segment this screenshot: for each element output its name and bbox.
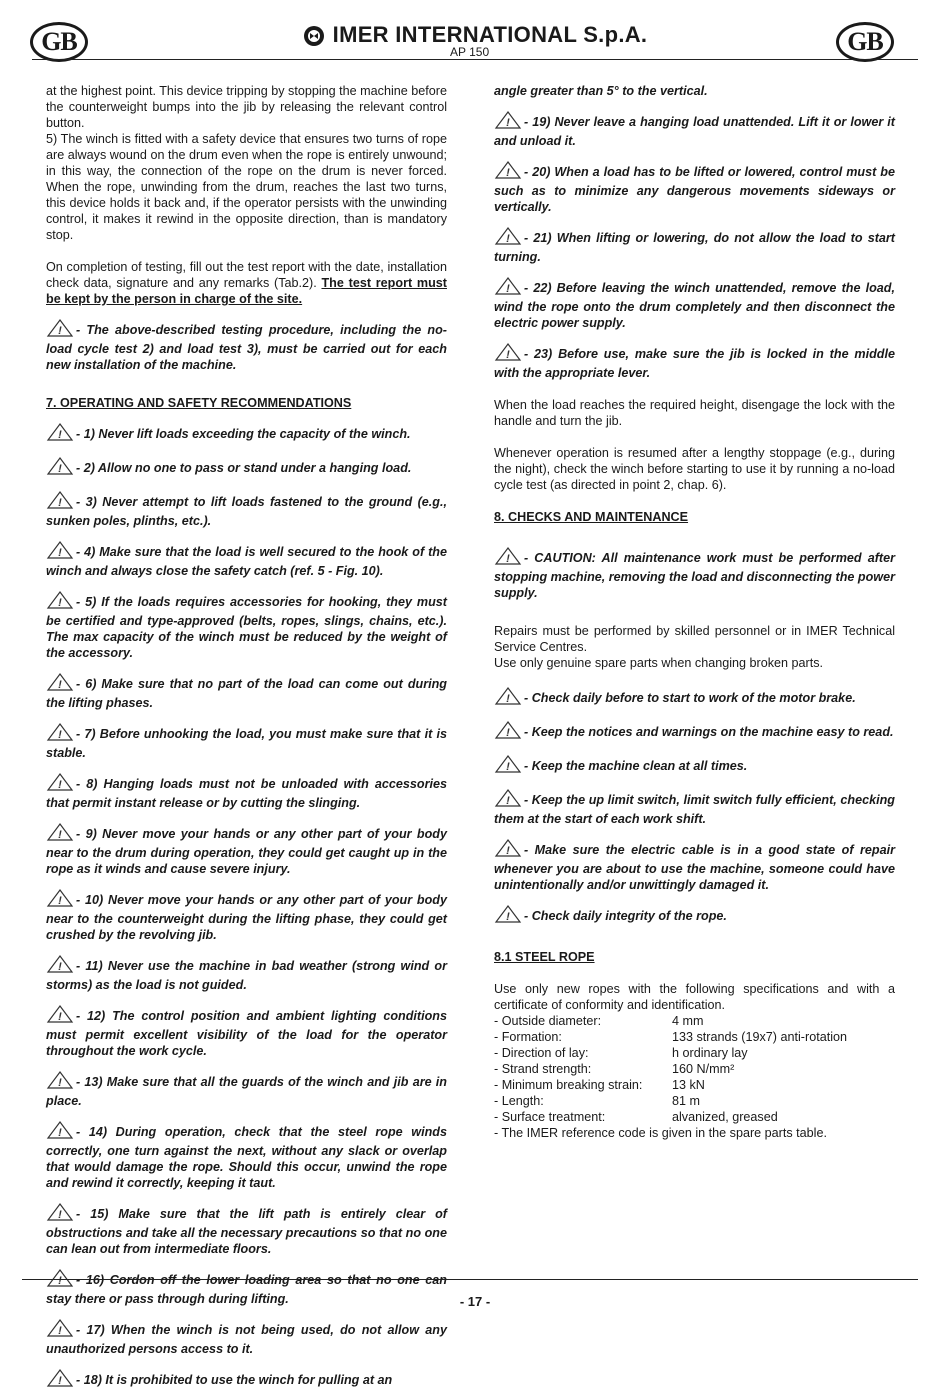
rope-spec-value: alvanized, greased — [672, 1110, 778, 1124]
intro-paragraph-3-text: On completion of testing, fill out the test report with the date, installation check data, signature and any remarks (Tab.2). — [46, 260, 447, 290]
safety-warning-text: - 1) Never lift loads exceeding the capacity of the winch. — [76, 427, 411, 441]
maintenance-item — [494, 755, 895, 777]
svg-text:!: ! — [506, 727, 510, 739]
maintenance-item — [494, 839, 895, 893]
safety-warning-text: - 9) Never move your hands or any other part of your body near to the drum during operation, they could get caught up in the rope as it winds and cause severe injury. — [46, 827, 447, 876]
rope-spec-label: - Length: — [494, 1094, 544, 1108]
svg-text:!: ! — [506, 167, 510, 179]
safety-warning — [494, 343, 895, 381]
rope-intro: Use only new ropes with the following specifications and with a certificate of conformity and identification. — [494, 982, 895, 1012]
svg-text:!: ! — [58, 429, 62, 441]
safety-warning — [46, 823, 447, 877]
rope-spec-row — [494, 1013, 895, 1029]
maintenance-item-text: - Keep the notices and warnings on the machine easy to read. — [524, 725, 894, 739]
safety-warning — [46, 591, 447, 661]
rope-spec-label: - Direction of lay: — [494, 1046, 589, 1060]
safety-warning — [494, 277, 895, 331]
svg-text:!: ! — [58, 1325, 62, 1337]
company-name: IMER INTERNATIONAL S.p.A. — [332, 22, 648, 47]
caution-warning — [494, 547, 895, 601]
safety-warning — [46, 773, 447, 811]
test-report-notice: The test report must be kept by the person in charge of the site. — [46, 276, 447, 306]
section-7-title: 7. OPERATING AND SAFETY RECOMMENDATIONS — [46, 396, 352, 410]
warning-triangle-icon — [46, 889, 74, 911]
safety-warning-text: - 13) Make sure that all the guards of the winch and jib are in place. — [46, 1075, 447, 1108]
warning-triangle-icon — [46, 1121, 74, 1143]
warning-triangle-icon — [494, 721, 522, 743]
rope-spec-label: - Formation: — [494, 1030, 562, 1044]
svg-text:!: ! — [58, 1011, 62, 1023]
rope-spec-label: - Minimum breaking strain: — [494, 1078, 643, 1092]
warning-triangle-icon — [494, 687, 522, 709]
footer-divider — [22, 1279, 918, 1280]
caution-text: - CAUTION: All maintenance work must be performed after stopping machine, removing the load and disconnecting the power supply. — [494, 551, 895, 600]
rope-spec-row — [494, 1077, 895, 1093]
safety-warning-text: - 20) When a load has to be lifted or lowered, control must be such as to minimize any dangerous movements sideways or vertically. — [494, 165, 895, 214]
svg-text:!: ! — [58, 829, 62, 841]
warning-triangle-icon — [46, 1203, 74, 1225]
safety-warning-text: - 21) When lifting or lowering, do not allow the load to start turning. — [494, 231, 895, 264]
safety-warning-text: - 11) Never use the machine in bad weather (strong wind or storms) as the load is not guided. — [46, 959, 447, 992]
rope-spec-value: 4 mm — [672, 1014, 704, 1028]
safety-warning-text: - 12) The control position and ambient lighting conditions must permit excellent visibility of the load for the operator throughout the work cycle. — [46, 1009, 447, 1058]
warning-triangle-icon — [494, 161, 522, 183]
rope-note: - The IMER reference code is given in the spare parts table. — [494, 1126, 827, 1140]
safety-warning — [46, 889, 447, 943]
svg-text:!: ! — [58, 1077, 62, 1089]
repairs-paragraph: Repairs must be performed by skilled personnel or in IMER Technical Service Centres. — [494, 624, 895, 654]
warning-triangle-icon — [46, 773, 74, 795]
safety-warning-text: - 4) Make sure that the load is well secured to the hook of the winch and always close the safety catch (ref. 5 - Fig. 10). — [46, 545, 447, 578]
warning-triangle-icon — [46, 723, 74, 745]
rope-spec-value: h ordinary lay — [672, 1046, 748, 1060]
gb-badge-left: GB — [30, 22, 88, 62]
rope-spec-row — [494, 1045, 895, 1061]
svg-text:!: ! — [58, 325, 62, 337]
warning-triangle-icon — [494, 227, 522, 249]
warning-triangle-icon — [494, 839, 522, 861]
section-8-title: 8. CHECKS AND MAINTENANCE — [494, 510, 689, 524]
maintenance-item-text: - Check daily integrity of the rope. — [524, 909, 727, 923]
svg-text:!: ! — [506, 553, 510, 565]
spare-parts-paragraph: Use only genuine spare parts when changing broken parts. — [494, 656, 824, 670]
warning-triangle-icon — [46, 673, 74, 695]
svg-text:!: ! — [58, 779, 62, 791]
warning-triangle-icon — [46, 1005, 74, 1027]
warning-triangle-icon — [46, 823, 74, 845]
rope-specs — [494, 1013, 895, 1125]
svg-text:!: ! — [58, 729, 62, 741]
header-divider — [32, 59, 918, 60]
warning-triangle-icon — [46, 1269, 74, 1291]
maintenance-item — [494, 789, 895, 827]
svg-text:!: ! — [506, 795, 510, 807]
svg-text:!: ! — [506, 761, 510, 773]
page-number: - 17 - — [459, 1294, 491, 1309]
intro-paragraph-2: 5) The winch is fitted with a safety device that ensures two turns of rope are always wound on the drum even when the rope is entirely unwound; in this way, the connection of the rope on the drum is never forced. When the rope, unwinding from the drum, reaches the last two turns, this device holds it back and, if the operator persists with the unwinding control, it makes it rewind in the opposite direction, than is mandatory stop. — [46, 132, 447, 242]
safety-warning — [46, 955, 447, 993]
resume-paragraph: Whenever operation is resumed after a lengthy stoppage (e.g., during the night), check the winch before starting to use it by running a no-load cycle test (as directed in point 2, chap. 6). — [494, 446, 895, 492]
safety-warning-text: - 6) Make sure that no part of the load can come out during the lifting phases. — [46, 677, 447, 710]
warning-triangle-icon — [46, 491, 74, 513]
safety-warning — [46, 491, 447, 529]
warning-triangle-icon — [46, 423, 74, 445]
warning-triangle-icon — [46, 457, 74, 479]
warning-triangle-icon — [494, 547, 522, 569]
safety-warning-text: - 18) It is prohibited to use the winch for pulling at an — [76, 1373, 393, 1387]
safety-warning — [46, 1071, 447, 1109]
warning-triangle-icon — [494, 277, 522, 299]
maintenance-item-text: - Keep the up limit switch, limit switch fully efficient, checking them at the start of each work shift. — [494, 793, 895, 826]
safety-warning-text: - 2) Allow no one to pass or stand under a hanging load. — [76, 461, 412, 475]
warning-triangle-icon — [494, 111, 522, 133]
warning-triangle-icon — [46, 591, 74, 613]
maintenance-item — [494, 687, 895, 709]
svg-text:!: ! — [506, 911, 510, 923]
svg-text:!: ! — [58, 1127, 62, 1139]
safety-warning — [46, 673, 447, 711]
warning-triangle-icon — [46, 1071, 74, 1093]
safety-warning — [46, 1319, 447, 1357]
rope-spec-row — [494, 1109, 895, 1125]
rope-spec-row — [494, 1061, 895, 1077]
svg-text:!: ! — [58, 1275, 62, 1287]
maintenance-item-text: - Make sure the electric cable is in a good state of repair whenever you are about to use the machine, someone could have unintentionally and/or unwittingly damaged it. — [494, 843, 895, 892]
warning-triangle-icon — [46, 319, 74, 341]
rope-spec-label: - Outside diameter: — [494, 1014, 602, 1028]
rope-spec-row — [494, 1029, 895, 1045]
safety-warning-text: - 5) If the loads requires accessories for hooking, they must be certified and type-approved (belts, ropes, slings, chains, etc.). The max capacity of the winch must be reduced by the weight of the accessory. — [46, 595, 447, 660]
imer-logo-icon — [303, 25, 325, 47]
svg-text:!: ! — [58, 547, 62, 559]
warning-triangle-icon — [46, 955, 74, 977]
safety-warning-text: - 3) Never attempt to lift loads fastened to the ground (e.g., sunken poles, plinths, etc.). — [46, 495, 447, 528]
model-name: AP 150 — [450, 45, 490, 59]
safety-warning — [46, 1121, 447, 1191]
svg-text:!: ! — [58, 1209, 62, 1221]
rope-spec-value: 133 strands (19x7) anti-rotation — [672, 1030, 848, 1044]
testing-warning — [46, 319, 447, 373]
safety-warning — [46, 1203, 447, 1257]
svg-text:!: ! — [506, 845, 510, 857]
safety-warning-text: - 17) When the winch is not being used, do not allow any unauthorized persons access to it. — [46, 1323, 447, 1356]
right-column — [494, 83, 895, 1141]
safety-warning-text: - 14) During operation, check that the steel rope winds correctly, one turn against the next, without any slack or overlap that would damage the rope. Should this occur, unwind the rope and rewind it correctly, keeping it taut. — [46, 1125, 447, 1190]
section-8-1-title: 8.1 STEEL ROPE — [494, 950, 595, 964]
jib-paragraph: When the load reaches the required height, disengage the lock with the handle and turn the jib. — [494, 398, 895, 428]
rope-spec-label: - Strand strength: — [494, 1062, 592, 1076]
safety-warnings-list — [46, 423, 447, 1391]
svg-text:!: ! — [58, 463, 62, 475]
left-column — [46, 83, 447, 1391]
warning-triangle-icon — [494, 905, 522, 927]
svg-text:!: ! — [506, 283, 510, 295]
warning-triangle-icon — [46, 1369, 74, 1391]
safety-warning-text: - 19) Never leave a hanging load unattended. Lift it or lower it and unload it. — [494, 115, 895, 148]
warning-triangle-icon — [46, 541, 74, 563]
safety-warning — [494, 227, 895, 265]
rope-spec-row — [494, 1093, 895, 1109]
warning-18-continuation: angle greater than 5° to the vertical. — [494, 84, 708, 98]
safety-warning — [46, 1005, 447, 1059]
warning-triangle-icon — [494, 789, 522, 811]
maintenance-item — [494, 721, 895, 743]
rope-spec-value: 81 m — [672, 1094, 700, 1108]
safety-warning-text: - 7) Before unhooking the load, you must make sure that it is stable. — [46, 727, 447, 760]
svg-text:!: ! — [58, 961, 62, 973]
svg-text:!: ! — [58, 679, 62, 691]
testing-warning-text: - The above-described testing procedure, including the no-load cycle test 2) and load test 3), must be carried out for each new installation of the machine. — [46, 323, 447, 372]
safety-warning-text: - 16) Cordon off the lower loading area so that no one can stay there or pass through during lifting. — [46, 1273, 447, 1306]
safety-warning — [46, 423, 447, 445]
maintenance-item — [494, 905, 895, 927]
maintenance-item-text: - Check daily before to start to work of the motor brake. — [524, 691, 856, 705]
rope-spec-value: 160 N/mm² — [672, 1062, 735, 1076]
warning-triangle-icon — [494, 755, 522, 777]
intro-paragraph-3 — [46, 259, 447, 307]
safety-warning-text: - 10) Never move your hands or any other part of your body near to the counterweight during the lifting phase, they could get crushed by the revolving jib. — [46, 893, 447, 942]
gb-badge-right: GB — [836, 22, 894, 62]
safety-warning-text: - 23) Before use, make sure the jib is locked in the middle with the appropriate lever. — [494, 347, 895, 380]
safety-warning-text: - 15) Make sure that the lift path is entirely clear of obstructions and take all the necessary precautions so that no one can lean out from intermediate floors. — [46, 1207, 447, 1256]
svg-text:!: ! — [506, 117, 510, 129]
maintenance-list — [494, 687, 895, 927]
svg-text:!: ! — [58, 1375, 62, 1387]
safety-warning — [46, 1369, 447, 1391]
svg-text:!: ! — [58, 895, 62, 907]
svg-text:!: ! — [506, 693, 510, 705]
warning-triangle-icon — [46, 1319, 74, 1341]
svg-text:!: ! — [58, 597, 62, 609]
safety-warning — [494, 161, 895, 215]
svg-text:!: ! — [506, 349, 510, 361]
safety-warning — [46, 723, 447, 761]
safety-warnings-list-continued — [494, 111, 895, 381]
maintenance-item-text: - Keep the machine clean at all times. — [524, 759, 748, 773]
warning-triangle-icon — [494, 343, 522, 365]
rope-spec-value: 13 kN — [672, 1078, 705, 1092]
safety-warning — [46, 457, 447, 479]
safety-warning-text: - 8) Hanging loads must not be unloaded with accessories that permit instant release or by cutting the slinging. — [46, 777, 447, 810]
safety-warning — [46, 541, 447, 579]
safety-warning — [494, 111, 895, 149]
safety-warning-text: - 22) Before leaving the winch unattended, remove the load, wind the rope onto the drum completely and then disconnect the electric power supply. — [494, 281, 895, 330]
intro-paragraph-1: at the highest point. This device tripping by stopping the machine before the counterweight bumps into the jib by releasing the relevant control button. — [46, 84, 447, 130]
svg-text:!: ! — [58, 497, 62, 509]
svg-text:!: ! — [506, 233, 510, 245]
rope-spec-label: - Surface treatment: — [494, 1110, 606, 1124]
